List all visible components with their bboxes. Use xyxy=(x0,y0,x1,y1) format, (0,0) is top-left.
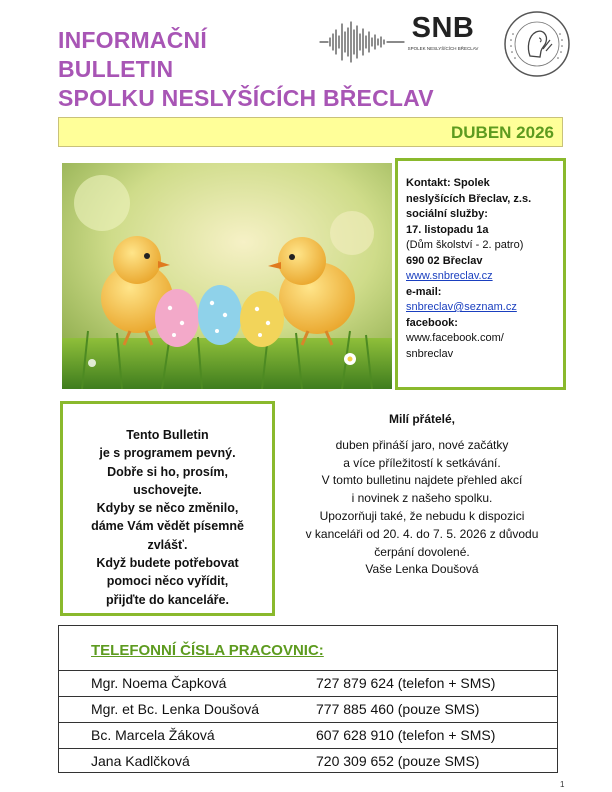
contact-line: sociální služby: xyxy=(406,208,488,220)
staff-name: Mgr. Noema Čapková xyxy=(91,675,227,691)
notice-line: Dobře si ho, prosím, xyxy=(107,464,228,479)
contact-line: Kontakt: Spolek xyxy=(406,177,490,189)
letter-line: čerpání dovolené. xyxy=(374,544,470,559)
letter-line: V tomto bulletinu najdete přehled akcí xyxy=(321,473,523,488)
contact-line: e-mail: xyxy=(406,285,442,298)
letter-line: duben přináší jaro, nové začátky xyxy=(335,437,509,452)
month-banner xyxy=(58,117,563,147)
staff-phone: 720 309 652 (pouze SMS) xyxy=(316,753,480,769)
table-row xyxy=(59,696,557,722)
staff-phone: 727 879 624 (telefon + SMS) xyxy=(316,675,496,691)
phone-table-heading: TELEFONNÍ ČÍSLA PRACOVNIC: xyxy=(91,642,324,659)
letter-line: Upozorňuji také, že nebudu k dispozici xyxy=(319,508,525,523)
notice-line: je s programem pevný. xyxy=(99,446,236,461)
staff-phone: 607 628 910 (telefon + SMS) xyxy=(316,727,496,743)
website-link[interactable]: www.snbreclav.cz xyxy=(406,270,493,282)
notice-line: Tento Bulletin xyxy=(126,428,209,442)
contact-line: www.facebook.com/ xyxy=(406,332,504,344)
month-label: DUBEN 2026 xyxy=(451,123,554,142)
snb-logo xyxy=(404,12,482,60)
phone-table xyxy=(58,625,558,773)
staff-phone: 777 885 460 (pouze SMS) xyxy=(316,701,480,717)
title-line-3: SPOLKU NESLYŠÍCÍCH BŘECLAV xyxy=(58,85,434,111)
welcome-letter xyxy=(292,411,552,579)
letter-line: a více příležitostí k setkávání. xyxy=(343,455,501,470)
notice-line: Když budete potřebovat xyxy=(96,556,239,571)
staff-name: Jana Kadlčková xyxy=(91,753,190,769)
contact-line: facebook: xyxy=(406,316,458,329)
table-row xyxy=(59,670,557,696)
snb-logo-subtitle: SPOLEK NESLYŠÍCÍCH BŘECLAV xyxy=(407,46,479,51)
letter-signature: Vaše Lenka Doušová xyxy=(365,562,479,577)
page-number: 1 xyxy=(560,780,565,789)
contact-line: snbreclav xyxy=(406,347,454,360)
contact-box xyxy=(395,158,566,390)
table-row xyxy=(59,722,557,748)
contact-line: neslyšících Břeclav, z.s. xyxy=(406,192,532,205)
easter-chicks-eggs-photo xyxy=(62,163,392,389)
notice-box xyxy=(60,401,275,616)
letter-line: i novinek z našeho spolku. xyxy=(351,491,493,506)
notice-line: uschovejte. xyxy=(133,482,202,497)
notice-line: zvlášť. xyxy=(147,537,188,552)
title-line-1: INFORMAČNÍ xyxy=(58,27,207,53)
notice-line: Kdyby se něco změnilo, xyxy=(96,501,239,516)
notice-line: přijďte do kanceláře. xyxy=(106,592,229,607)
notice-line: pomoci něco vyřídit, xyxy=(106,574,229,589)
contact-line: 17. listopadu 1a xyxy=(406,223,489,236)
email-link[interactable]: snbreclav@seznam.cz xyxy=(406,301,517,313)
sound-wave-icon xyxy=(318,20,408,64)
title-line-2: BULLETIN xyxy=(58,56,174,82)
staff-name: Mgr. et Bc. Lenka Doušová xyxy=(91,701,260,717)
contact-line: (Dům školství - 2. patro) xyxy=(406,239,524,251)
table-row xyxy=(59,748,557,774)
notice-line: dáme Vám vědět písemně xyxy=(91,519,244,534)
deaf-association-seal-icon xyxy=(503,10,571,78)
staff-name: Bc. Marcela Žáková xyxy=(91,727,215,743)
snb-logo-text: SNB xyxy=(411,12,475,44)
contact-line: 690 02 Břeclav xyxy=(406,254,483,267)
letter-greeting: Milí přátelé, xyxy=(388,412,456,426)
letter-line: v kanceláři od 20. 4. do 7. 5. 2026 z důvodu xyxy=(305,526,539,541)
